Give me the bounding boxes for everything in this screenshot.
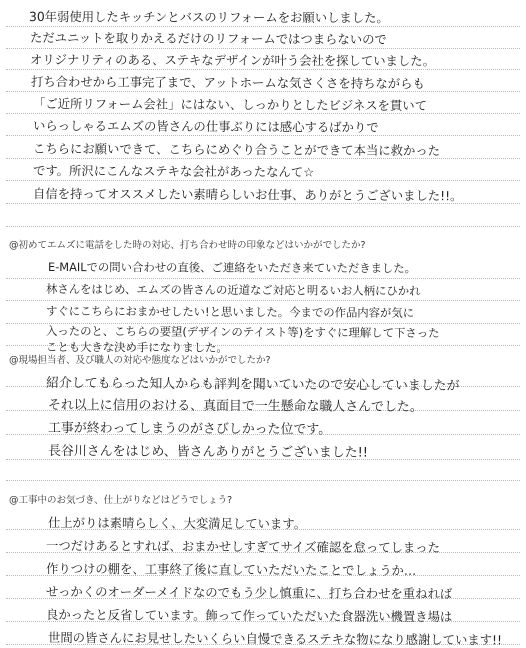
ruled-line [6,278,520,279]
handwritten-line: オリジナリティのある、ステキなデザインが叶う会社を探していました。 [29,52,435,69]
handwritten-line: ことも大きな決め手になりました。 [45,340,228,355]
handwritten-line: 工事が終わってしまうのがさびしかった位です。 [47,421,332,438]
question-staff-attitude: @現場担当者、及び職人の対応や態度などはいかがでしたか? [9,355,271,366]
ruled-line [6,300,520,301]
question-finish-quality: @工事中のお気づき、仕上がりなどはどうでしょう? [9,495,233,506]
handwritten-line: こちらにお願いできて、こちらにめぐり合うことができて本当に救かった [32,141,441,159]
handwritten-line: 入ったのと、こちらの要望(デザインのテイスト等)をすぐに理解して下さった [45,324,440,341]
handwritten-line: 「ご近所リフォーム会社」にはない、しっかりとしたビジネスを貫いて [32,96,427,114]
handwritten-line: 良かったと反省しています。飾って作っていただいた食器洗い機置き場は [45,607,453,625]
handwritten-line: 自信を持ってオススメしたい素晴らしいお仕事、ありがとうございました!!。 [32,186,463,204]
handwritten-line: 作りつけの棚を、工事終了後に直していただいたことでしょうか… [45,561,417,578]
handwritten-line: です。所沢にこんなステキな会社があったなんて☆ [32,163,315,180]
handwritten-line: 長谷川さんをはじめ、皆さんありがとうございました!! [47,444,369,461]
question-first-contact: @初めてエムズに電話をした時の対応、打ち合わせ時の印象などはいかがでしたか? [9,240,366,251]
ruled-line [6,226,520,227]
handwritten-line: すぐにこちらにおまかせしたい!と思いました。今までの作品内容が気に [45,304,415,320]
handwritten-line: 紹介してもらった知人からも評判を聞いていたので安心していましたが [45,376,460,394]
handwritten-line: 一つだけあるとすれば、おまかせしすぎてサイズ確認を怠ってしまった [45,538,440,556]
handwritten-line: 打ち合わせから工事完了まで、アットホームな気さくさを持ちながらも [30,74,425,92]
handwritten-line: せっかくのオーダーメイドなのでもう少し慎重に、打ち合わせを重ねれば [45,584,453,602]
handwritten-line: 30年弱使用したキッチンとバスのリフォームをお願いしました。 [28,9,389,26]
handwritten-line: 林さんをはじめ、エムズの皆さんの近道なご対応と明るいお人柄にひかれ [45,282,421,299]
handwritten-line: E-MAILでの問い合わせの直後、ご連絡をいただき来ていただきました。 [47,260,417,276]
handwritten-line: ただユニットを取りかえるだけのリフォームではつまらないので [29,30,387,47]
handwritten-line: 仕上がりは素晴らしく、大変満足しています。 [47,515,306,532]
ruled-line [6,480,520,481]
ruled-line [6,69,520,70]
handwritten-line: それ以上に信用のおける、真面目で一生懸命な職人さんでした。 [47,398,423,416]
handwritten-line: いらっしゃるエムズの皆さんの仕事ぶりには感心するばかりで [32,118,379,135]
handwritten-line: 世間の皆さんにお見せしたいくらい自慢できるステキな物になり感謝しています!! [47,630,502,648]
